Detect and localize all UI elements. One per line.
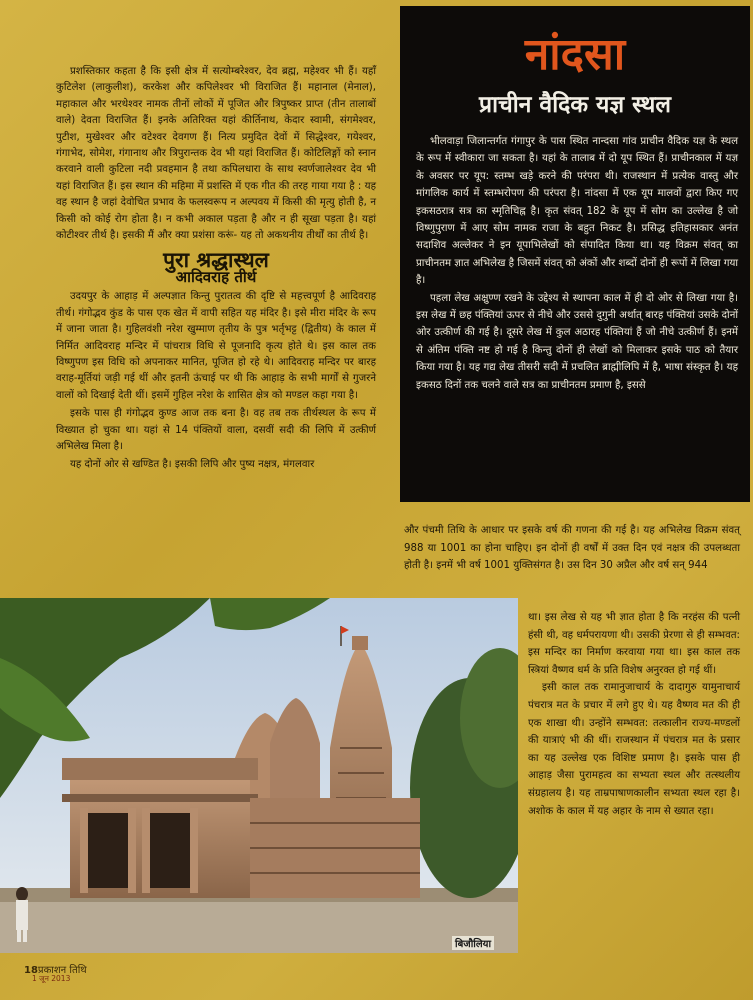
page-number: 18 (24, 965, 38, 976)
feature-box-text (416, 133, 738, 394)
right-paragraph: और पंचमी तिथि के आधार पर इसके वर्ष की गणना की गई है। यह अभिलेख विक्रम संवत् 988 या 1001 का होना चाहिए। इन दोनों ही वर्षों में उक्त दिन एवं नक्षत्र की उपलब्धता होती है। इनमें भी वर्ष 1001 युक्तिसंगत है। उस दिन 30 अप्रैल और वर्ष सन् 944 (404, 525, 740, 572)
box-paragraph: भीलवाड़ा जिलान्तर्गत गंगापुर के पास स्थित नान्दसा गांव प्राचीन वैदिक यज्ञ के स्थल के रूप में स्वीकारा जा सकता है। यहां के तालाब में दो यूप स्थित हैं। प्राचीनकाल में यज्ञ के अवसर पर यूप: स्तम्भ खड़े करने की परंपरा थी। राजस्थान में प्रत्येक वास्तु और मांगलिक कार्य में स्तम्भरोपण की परंपरा है। नांदसा में एक यूप मालवों द्वारा किए गए इकसठरात्र सत्र का स्मृतिचिह्न है। कृत संवत् 182 के यूप में सोम का उल्लेख है जो विष्णुपुराण में आए सोम नामक राजा के बहुत निकट है। प्रसिद्ध इतिहासकार अनंत सदाशिव अल्लेकर ने इन यूपाभिलेखों को संपादित किया था। यह विक्रम संवत् का प्राचीनतम ज्ञात अभिलेख है जिसमें संवत् को अंकों और शब्दों दोनों ही रूपों में लिखा गया है। (416, 136, 738, 287)
left-paragraph: प्रशस्तिकार कहता है कि इसी क्षेत्र में सत्योम्बरेश्वर, देव ब्रह्म, महेश्वर भी हैं। यहाँ कुटिलेश (लाकुलीश), करकेश और कपिलेश्वर भी विराजित हैं। महानाल (मेनाल), महाकाल और भरथेश्वर नामक तीनों लोकों में पूजित और त्रिपुष्कर प्राप्त (तीन तालाबों वाले) देवता विराजित हैं। इनके अतिरिक्त यहां कीर्तिनाथ, केदार स्वामी, संगमेश्वर, पुटीश, मुखेश्वर और वटेश्वर देवगण हैं। नित्य प्रमुदित देवों में सिद्धेश्वर, गयेश्वर, गंगाभेद, सोमेश, गंगानाथ और त्रिपुरान्तक देव भी यहां विराजित हैं। कोटिलिङ्गों को स्नान करवाने वाली कुटिला नदी प्रवहमान है तथा कपिलधारा के साथ स्वर्णजालेश्वर देव भी यहां विराजित हैं। इस स्थान की महिमा में प्रशस्ति में एक गीत की तरह गाया गया है : यह वह स्थान है जहां देवोचित प्रभाव के फलस्वरूप न अल्पवय में किसी की मृत्यु होती है, न किसी को कोई रोग होता है। न कभी अकाल पड़ता है और न ही सूखा पड़ता है। यहां कोटीश्वर तीर्थ है। इसकी मैं और क्या प्रशंसा करूं- यह तो अकथनीय तीर्थों का तीर्थ है। (56, 66, 376, 242)
right-paragraph: इसी काल तक रामानुजाचार्य के दादागुरु यामुनाचार्य पंचरात्र मत के प्रचार में लगे हुए थे। यह वैष्णव मत की ही एक शाखा थी। उन्होंने सम्भवत: तत्कालीन राज्य-मण्डलों की यात्राएं भी की थीं। राजस्थान में पंचरात्र मत के प्रसार का यह उल्लेख एक विशिष्ट प्रमाण है। इसके पास ही आहाड़ जैसा पुरामहत्व का सभ्यता स्थल और तत्स्थलीय संग्रहालय है। यह ताम्रपाषाणकालीन सभ्यता स्थल रहा है। अशोक के काल में यह अहार के नाम से ख्यात रहा। (528, 682, 740, 817)
temple-photo (0, 598, 518, 953)
section-paragraph: इसके पास ही गंगोद्भव कुण्ड आज तक बना है। वह तब तक तीर्थस्थल के रूप में विख्यात हो चुका था। यहां से 14 पंक्तियों वाला, दसवीं सदी की लिपि में उत्कीर्ण अभिलेख मिला है। (56, 408, 376, 452)
right-column-upper (404, 522, 740, 575)
publication-label: प्रकाशन तिथि (37, 965, 87, 976)
section-subtitle: आदिवराह तीर्थ (175, 267, 257, 286)
photo-caption: बिजौलिया (452, 936, 494, 950)
box-paragraph: पहला लेख अक्षुण्ण रखने के उद्देश्य से स्थापना काल में ही दो ओर से लिखा गया है। इस लेख में छह पंक्तियां ऊपर से नीचे और उससे दुगुनी अर्थात् बारह पंक्तियां उसके दोनों ओर उत्कीर्ण की गई है। दूसरे लेख में कुल अठारह पंक्तियां हैं जो नीचे उत्कीर्ण हैं। इनमें से अंतिम पंक्ति नष्ट हो गई है किन्तु दोनों ही लेखों को मिलाकर इसके पाठ को तैयार किया गया है। यह गद्य लेख तीसरी सदी में प्रचलित ब्राह्मीलिपि में है, भाषा संस्कृत है। यह इकसठ दिनों तक चलने वाले सत्र का प्राचीनतम प्रमाण है, इससे (416, 292, 738, 391)
right-paragraph: था। इस लेख से यह भी ज्ञात होता है कि नरहंस की पत्नी हंसी थी, वह धर्मपरायणा थी। उसकी प्रेरणा से ही सम्भवत: इस मन्दिर का निर्माण करवाया गया था। इस काल तक स्त्रियां वैष्णव धर्म के प्रति विशेष अनुरक्त हो गई थीं। (528, 612, 740, 676)
article-title: नांदसा (524, 29, 626, 80)
section-paragraph: यह दोनों ओर से खण्डित है। इसकी लिपि और पुष्य नक्षत्र, मंगलवार (70, 459, 315, 471)
right-column-lower (528, 609, 740, 820)
page-footer (24, 962, 87, 984)
left-column (56, 64, 376, 476)
section-paragraph: उदयपुर के आहाड़ में अल्पज्ञात किन्तु पुरातत्व की दृष्टि से महत्त्वपूर्ण है आदिवराह तीर्थ। गंगोद्भव कुंड के पास एक खेत में वापी सहित यह मंदिर है। इसे मीरा मंदिर के रूप में जाना जाता है। गुहिलवंशी नरेश खुम्माण तृतीय के पुत्र भर्तृभट्ट (द्वितीय) के काल में निर्मित आदिवराह मन्दिर में पांचरात्र विधि से पूजनादि कृत्य होते थे। इस काल तक विष्णुपण इस विधि को अपनाकर मानित, पूजित हो रहे थे। आदिवराह मन्दिर पर बारह वराह-मूर्तियां जड़ी गई थीं और इतनी ऊंचाई पर थी कि आहाड़ के सभी मार्गों से गुजरने वालों को दिखाई देती थीं। इसमें गुहिल नरेश के शासित क्षेत्र को मण्डल कहा गया है। (56, 291, 376, 401)
article-subtitle: प्राचीन वैदिक यज्ञ स्थल (479, 91, 671, 118)
publication-date: 1 जून 2013 (32, 974, 71, 983)
section-title: पुरा श्रद्धास्थल (163, 247, 269, 273)
